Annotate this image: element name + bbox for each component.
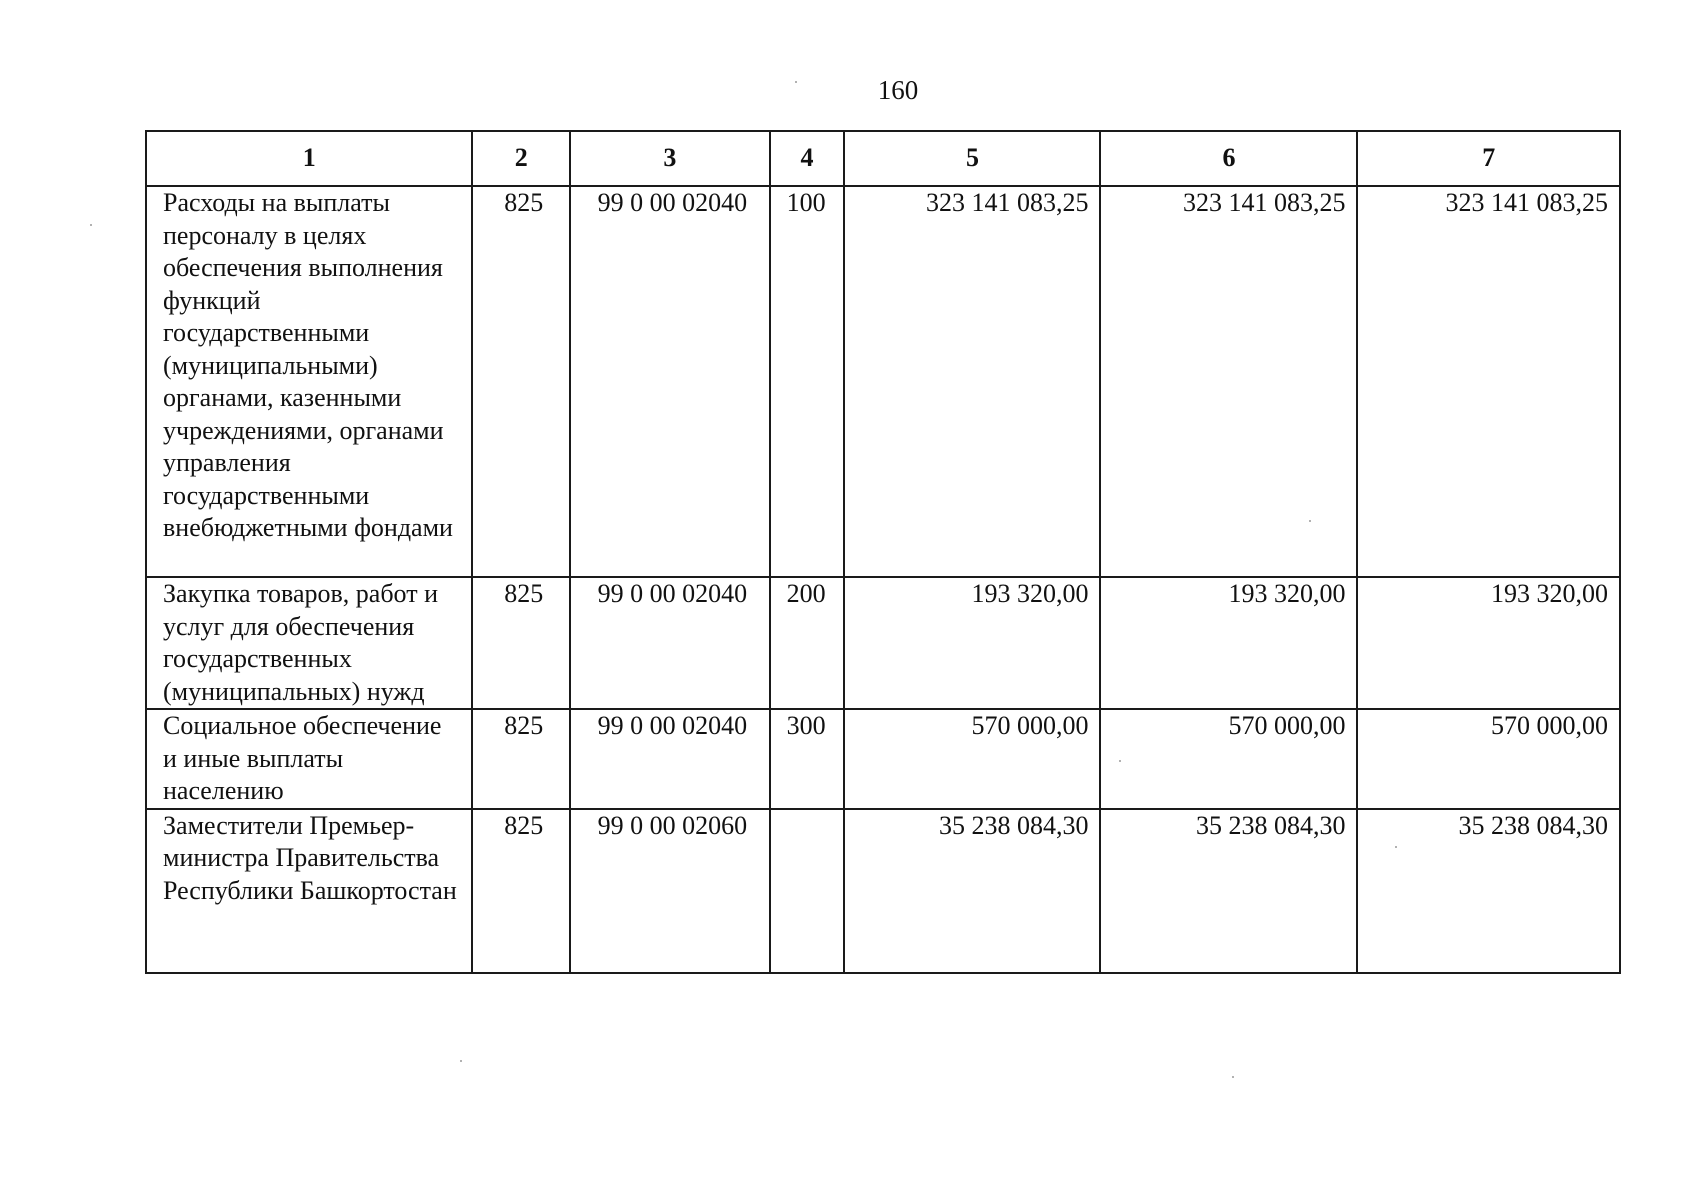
column-header: 3 [570,131,770,186]
scan-speck [460,1060,462,1062]
amount-cell: 193 320,00 [1100,577,1357,709]
table-row [146,577,1620,709]
expense-name-cell: Закупка товаров, работ и услуг для обеспечения государственных (муниципальных) нужд [146,577,472,709]
expense-type-cell: 200 [770,577,845,709]
ministry-code-cell: 825 [472,186,570,577]
column-header: 2 [472,131,570,186]
column-header: 5 [844,131,1100,186]
amount-cell: 323 141 083,25 [1100,186,1357,577]
table-header-row [146,131,1620,186]
amount-cell: 323 141 083,25 [1357,186,1620,577]
amount-cell: 323 141 083,25 [844,186,1100,577]
expense-name-cell: Заместители Премьер-министра Правительства Республики Башкортостан [146,809,472,973]
target-article-cell: 99 0 00 02040 [570,709,770,809]
scan-speck [795,81,797,83]
expense-type-cell [770,809,845,973]
amount-cell: 570 000,00 [844,709,1100,809]
amount-cell: 35 238 084,30 [1100,809,1357,973]
ministry-code-cell: 825 [472,709,570,809]
amount-cell: 570 000,00 [1357,709,1620,809]
page-number: 160 [877,75,919,105]
scan-speck [1232,1076,1234,1078]
target-article-cell: 99 0 00 02040 [570,577,770,709]
table-row [146,809,1620,973]
table-row [146,709,1620,809]
scan-speck [1119,760,1121,762]
amount-cell: 193 320,00 [1357,577,1620,709]
ministry-code-cell: 825 [472,809,570,973]
scan-speck [1395,846,1397,848]
column-header: 7 [1357,131,1620,186]
target-article-cell: 99 0 00 02060 [570,809,770,973]
expense-name-cell: Расходы на выплаты персоналу в целях обеспечения выполнения функций государственными (муниципальными) органами, казенными учреждениями, органами управления государственными внебюджетными фондами [146,186,472,577]
amount-cell: 193 320,00 [844,577,1100,709]
column-header: 1 [146,131,472,186]
scan-speck [1309,520,1311,522]
expense-type-cell: 100 [770,186,845,577]
expense-type-cell: 300 [770,709,845,809]
amount-cell: 570 000,00 [1100,709,1357,809]
ministry-code-cell: 825 [472,577,570,709]
amount-cell: 35 238 084,30 [844,809,1100,973]
table-row [146,186,1620,577]
scan-speck [90,224,92,226]
column-header: 4 [770,131,845,186]
target-article-cell: 99 0 00 02040 [570,186,770,577]
amount-cell: 35 238 084,30 [1357,809,1620,973]
column-header: 6 [1100,131,1357,186]
expense-name-cell: Социальное обеспечение и иные выплаты населению [146,709,472,809]
budget-table [145,130,1621,974]
